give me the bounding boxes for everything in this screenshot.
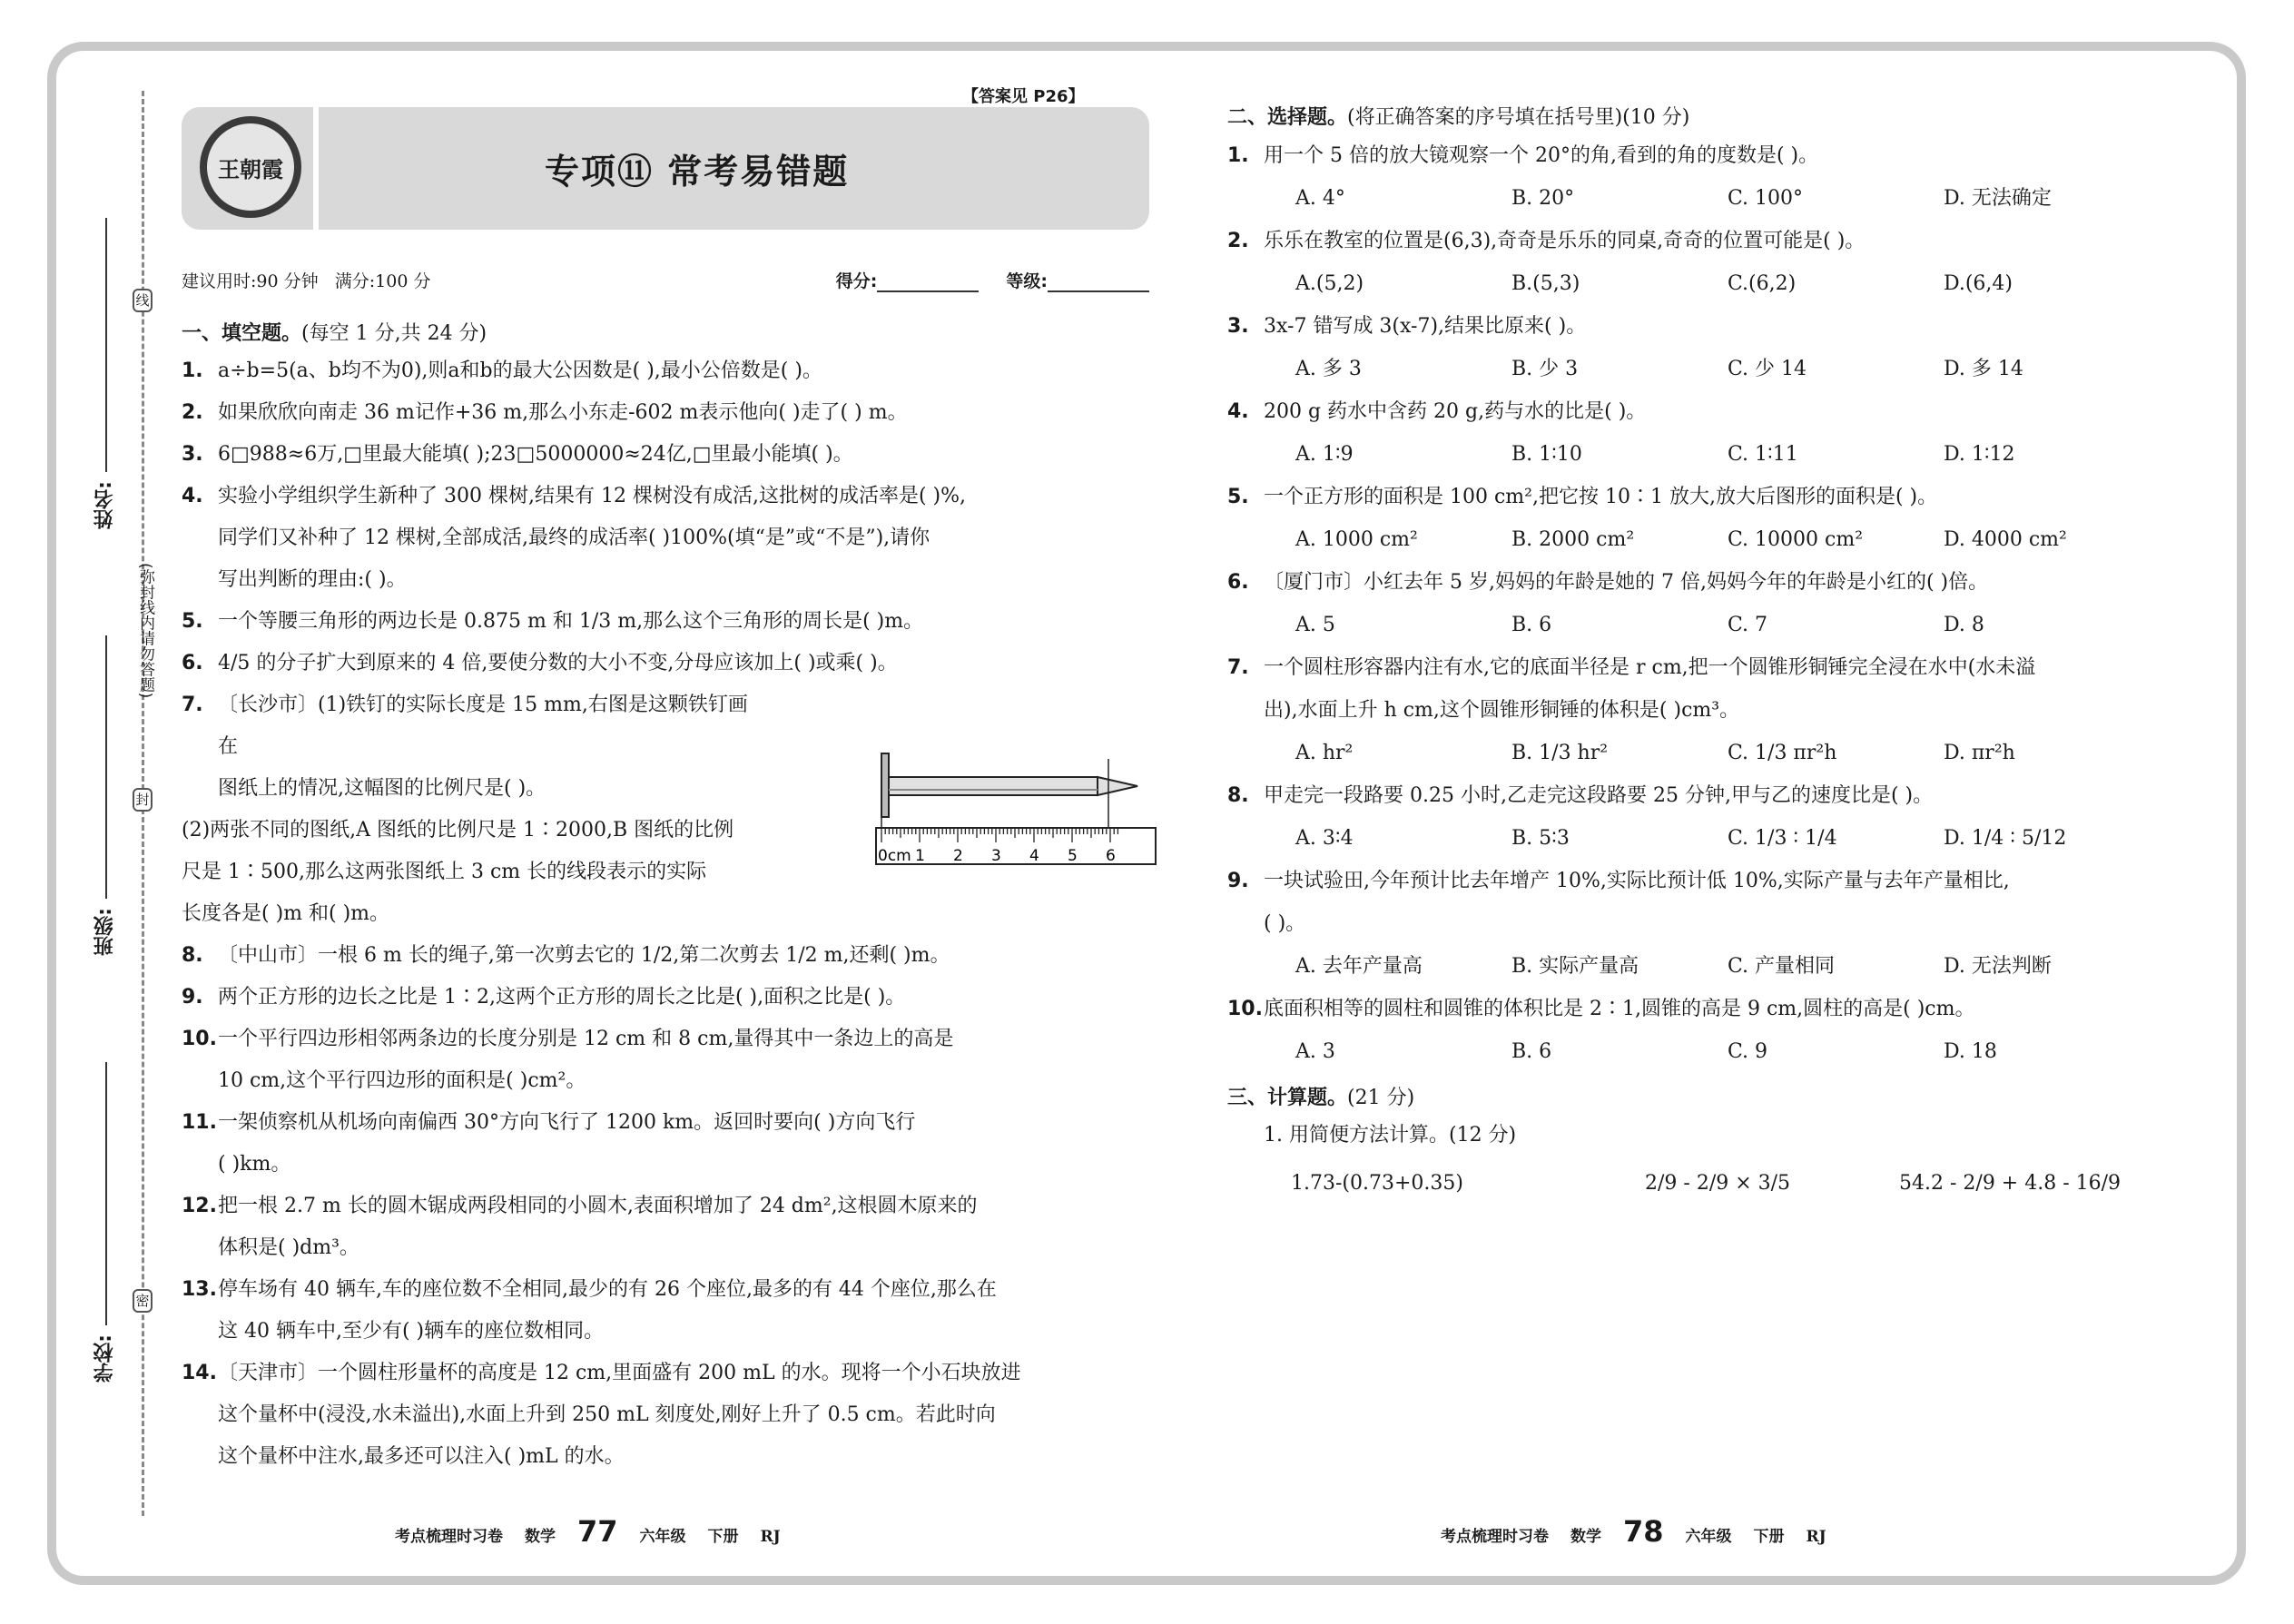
option-b[interactable]: B. 实际产量高 [1511, 955, 1639, 978]
option-c[interactable]: C. 7 [1728, 614, 1768, 636]
left-page [182, 0, 1149, 1624]
option-c[interactable]: C.(6,2) [1728, 272, 1797, 295]
option-b[interactable]: B.(5,3) [1511, 272, 1580, 295]
question-text: 〔长沙市〕(1)铁钉的实际长度是 15 mm,右图是这颗铁钉画在 [218, 694, 748, 758]
option-row [1227, 518, 2171, 561]
question-number: 6. [1227, 571, 1249, 594]
question-text: 底面积相等的圆柱和圆锥的体积比是 2∶1,圆锥的高是 9 cm,圆柱的高是( )cm。 [1264, 998, 1975, 1020]
question-text: 一个等腰三角形的两边长是 0.875 m 和 1/3 m,那么这个三角形的周长是( )m。 [218, 610, 924, 633]
page-number: 78 [1623, 1514, 1664, 1549]
option-b[interactable]: B. 6 [1511, 614, 1552, 636]
question-number: 5. [1227, 486, 1249, 508]
option-row [1227, 1030, 2171, 1073]
class-label: 班级: [94, 908, 116, 956]
footer-book: 考点梳理时习卷 [1441, 1528, 1549, 1546]
option-row [1227, 348, 2171, 390]
question-text: 甲走完一段路要 0.25 小时,乙走完这段路要 25 分钟,甲与乙的速度比是( )。 [1264, 784, 1934, 807]
option-c[interactable]: C. 1/3 πr²h [1728, 742, 1837, 764]
option-row [1227, 177, 2171, 220]
question-item [182, 350, 1149, 392]
option-d[interactable]: D. 无法判断 [1944, 955, 2052, 978]
section-3-note: (21 分) [1347, 1087, 1415, 1109]
section-1-note: (每空 1 分,共 24 分) [301, 322, 487, 345]
question-continuation: 长度各是( )m 和( )m。 [182, 902, 390, 925]
option-a[interactable]: A. hr² [1295, 742, 1354, 764]
name-field[interactable] [105, 218, 107, 472]
seal-mark-mi: 密 [133, 1289, 153, 1313]
seal-mark-seal: 封 [133, 788, 153, 812]
question-continuation: (2)两张不同的图纸,A 图纸的比例尺是 1∶2000,B 图纸的比例 [182, 819, 734, 842]
option-b[interactable]: B. 2000 cm² [1511, 528, 1635, 551]
question-text: 4/5 的分子扩大到原来的 4 倍,要使分数的大小不变,分母应该加上( )或乘( )。 [218, 652, 898, 674]
question-continuation: 这 40 辆车中,至少有( )辆车的座位数相同。 [218, 1320, 605, 1343]
question-item [182, 601, 1149, 643]
page-number: 77 [577, 1514, 618, 1549]
ruler-label: 0cm [878, 847, 911, 865]
choice-question [1227, 561, 2171, 604]
question-list [182, 350, 1149, 1478]
suggested-time: 建议用时:90 分钟 [182, 271, 319, 291]
question-text: 〔厦门市〕小红去年 5 岁,妈妈的年龄是她的 7 倍,妈妈今年的年龄是小红的( )倍。 [1264, 571, 1989, 594]
footer-grade: 六年级 [1685, 1528, 1732, 1546]
question-item [182, 1269, 1149, 1311]
footer-grade: 六年级 [639, 1528, 686, 1546]
option-d[interactable]: D. 1/4 ∶ 5/12 [1944, 827, 2067, 850]
option-d[interactable]: D. πr²h [1944, 742, 2015, 764]
option-b[interactable]: B. 5∶3 [1511, 827, 1570, 850]
option-d[interactable]: D. 无法确定 [1944, 187, 2052, 210]
option-row [1227, 945, 2171, 988]
choice-question [1227, 220, 2171, 262]
ruler-label: 2 [953, 847, 963, 865]
nail-icon [881, 753, 1137, 828]
question-continuation: ( )km。 [218, 1153, 291, 1176]
footer-volume: 下册 [707, 1528, 739, 1546]
grade-field[interactable] [1048, 272, 1149, 292]
question-number: 8. [1227, 784, 1249, 807]
question-text: 两个正方形的边长之比是 1∶2,这两个正方形的周长之比是( ),面积之比是( )。 [218, 986, 906, 1009]
option-b[interactable]: B. 6 [1511, 1040, 1552, 1063]
footer-right [1441, 1514, 1826, 1549]
full-score: 满分:100 分 [334, 271, 431, 291]
question-item [182, 392, 1149, 434]
choice-question [1227, 646, 2171, 689]
question-text: 一个圆柱形容器内注有水,它的底面半径是 r cm,把一个圆锥形铜锤完全浸在水中(水未溢 [1264, 656, 2036, 679]
section-1-title: 一、填空题。 [182, 322, 302, 345]
question-number: 6. [182, 652, 203, 674]
option-a[interactable]: A. 1000 cm² [1295, 528, 1418, 551]
option-a[interactable]: A.(5,2) [1295, 272, 1364, 295]
question-number: 4. [182, 485, 203, 507]
option-b[interactable]: B. 1/3 hr² [1511, 742, 1609, 764]
question-text: 〔天津市〕一个圆柱形量杯的高度是 12 cm,里面盛有 200 mL 的水。现将一个小石块放进 [218, 1362, 1021, 1384]
footer-edition: RJ [760, 1528, 781, 1546]
question-text: 〔中山市〕一根 6 m 长的绳子,第一次剪去它的 1/2,第二次剪去 1/2 m,还剩( )m。 [218, 944, 950, 967]
question-number: 10. [182, 1028, 217, 1050]
choice-question [1227, 476, 2171, 518]
class-field[interactable] [105, 635, 107, 899]
section-3-heading [1227, 1082, 2171, 1115]
footer-edition: RJ [1806, 1528, 1826, 1546]
footer-subject: 数学 [1570, 1528, 1601, 1546]
nail-ruler-figure [874, 750, 1157, 870]
ruler-label: 5 [1068, 847, 1078, 865]
option-row [1227, 604, 2171, 646]
question-item [182, 1186, 1149, 1227]
question-item [182, 643, 1149, 684]
calc-expr: 54.2 - 2/9 + 4.8 - 16/9 [1899, 1172, 2122, 1195]
seal-mark-line: 线 [133, 289, 153, 312]
question-item [182, 1019, 1149, 1060]
option-a[interactable]: A. 去年产量高 [1295, 955, 1423, 978]
question-continuation: ( )。 [1264, 912, 1306, 935]
question-item [182, 434, 1149, 476]
question-number: 3. [1227, 315, 1249, 338]
question-text: 乐乐在教室的位置是(6,3),奇奇是乐乐的同桌,奇奇的位置可能是( )。 [1264, 230, 1866, 252]
section-2-heading [1227, 102, 2171, 134]
question-item [182, 977, 1149, 1019]
ruler [876, 828, 1156, 865]
title-bar [182, 107, 1149, 230]
choice-question [1227, 134, 2171, 177]
option-d[interactable]: D. 多 14 [1944, 358, 2023, 380]
calc-subtitle: 1. 用简便方法计算。(12 分) [1264, 1124, 1517, 1147]
question-item [182, 1102, 1149, 1144]
question-text: 一个正方形的面积是 100 cm²,把它按 10∶1 放大,放大后图形的面积是( )。 [1264, 486, 1938, 508]
question-number: 9. [1227, 870, 1249, 892]
section-3-title: 三、计算题。 [1227, 1087, 1348, 1109]
question-text: 用一个 5 倍的放大镜观察一个 20°的角,看到的角的度数是( )。 [1264, 144, 1819, 167]
question-number: 4. [1227, 400, 1249, 423]
option-c[interactable]: C. 9 [1728, 1040, 1768, 1063]
option-row [1227, 817, 2171, 860]
option-d[interactable]: D.(6,4) [1944, 272, 2013, 295]
question-text: 6□988≈6万,□里最大能填( );23□5000000≈24亿,□里最小能填( )。 [218, 443, 853, 466]
question-number: 2. [1227, 230, 1249, 252]
question-number: 7. [182, 694, 203, 716]
option-a[interactable]: A. 1∶9 [1295, 443, 1354, 466]
section-1-heading [182, 318, 1149, 350]
question-number: 3. [182, 443, 203, 466]
question-continuation: 体积是( )dm³。 [218, 1236, 359, 1259]
question-text: 实验小学组织学生新种了 300 棵树,结果有 12 棵树没有成活,这批树的成活率是( )%, [218, 485, 967, 507]
calc-expressions [1227, 1156, 2171, 1211]
question-number: 8. [182, 944, 203, 967]
ruler-label: 4 [1029, 847, 1039, 865]
option-b[interactable]: B. 20° [1511, 187, 1575, 210]
question-text: 一个平行四边形相邻两条边的长度分别是 12 cm 和 8 cm,量得其中一条边上的高是 [218, 1028, 954, 1050]
question-number: 2. [182, 401, 203, 424]
question-number: 10. [1227, 998, 1263, 1020]
option-a[interactable]: A. 5 [1295, 614, 1335, 636]
question-number: 14. [182, 1362, 217, 1384]
question-number: 5. [182, 610, 203, 633]
section-2-title: 二、选择题。 [1227, 106, 1348, 129]
school-field[interactable] [105, 1062, 107, 1325]
option-row [1227, 262, 2171, 305]
option-d[interactable]: D. 1∶12 [1944, 443, 2015, 466]
question-continuation: 这个量杯中注水,最多还可以注入( )mL 的水。 [218, 1445, 625, 1468]
footer-volume: 下册 [1753, 1528, 1785, 1546]
question-number: 7. [1227, 656, 1249, 679]
option-row [1227, 433, 2171, 476]
question-text: 一块试验田,今年预计比去年增产 10%,实际比预计低 10%,实际产量与去年产量相比, [1264, 870, 2010, 892]
exam-meta [182, 268, 1149, 295]
name-label: 姓名: [94, 481, 116, 529]
logo-text: 王朝霞 [218, 155, 283, 182]
footer-subject: 数学 [525, 1528, 556, 1546]
option-b[interactable]: B. 1∶10 [1511, 443, 1582, 466]
option-c[interactable]: C. 100° [1728, 187, 1804, 210]
binding-margin [82, 0, 163, 1624]
choice-list [1227, 134, 2171, 1073]
question-number: 13. [182, 1278, 217, 1301]
choice-question [1227, 988, 2171, 1030]
question-item [182, 684, 763, 768]
score-field[interactable] [877, 272, 979, 292]
question-continuation: 这个量杯中(浸没,水未溢出),水面上升到 250 mL 刻度处,刚好上升了 0.5 cm。若此时向 [218, 1403, 996, 1426]
question-number: 11. [182, 1111, 217, 1134]
publisher-logo [200, 116, 301, 218]
question-text: 3x-7 错写成 3(x-7),结果比原来( )。 [1264, 315, 1587, 338]
option-c[interactable]: C. 1∶11 [1728, 443, 1798, 466]
score-label: 得分: [835, 271, 878, 291]
option-d[interactable]: D. 4000 cm² [1944, 528, 2067, 551]
school-label: 学校: [94, 1334, 116, 1383]
question-item [182, 935, 1149, 977]
question-text: 200 g 药水中含药 20 g,药与水的比是( )。 [1264, 400, 1647, 423]
option-a[interactable]: A. 4° [1295, 187, 1345, 210]
section-multiple-choice [1227, 102, 2171, 1211]
footer-left [395, 1514, 781, 1549]
ruler-label: 1 [915, 847, 925, 865]
option-c[interactable]: C. 1/3 ∶ 1/4 [1728, 827, 1837, 850]
option-a[interactable]: A. 3 [1295, 1040, 1335, 1063]
question-continuation: 尺是 1∶500,那么这两张图纸上 3 cm 长的线段表示的实际 [182, 861, 707, 883]
calc-expr: 2/9 - 2/9 × 3/5 [1645, 1172, 1791, 1195]
question-text: 一架侦察机从机场向南偏西 30°方向飞行了 1200 km。返回时要向( )方向飞行 [218, 1111, 916, 1134]
question-text: 把一根 2.7 m 长的圆木锯成两段相同的小圆木,表面积增加了 24 dm²,这根圆木原来的 [218, 1195, 978, 1217]
question-number: 12. [182, 1195, 217, 1217]
question-number: 1. [182, 359, 203, 382]
choice-question [1227, 860, 2171, 902]
calc-expr: 1.73-(0.73+0.35) [1291, 1172, 1463, 1195]
choice-question [1227, 774, 2171, 817]
question-item [182, 476, 1149, 517]
option-b[interactable]: B. 少 3 [1511, 358, 1579, 380]
question-continuation: 10 cm,这个平行四边形的面积是( )cm²。 [218, 1069, 586, 1092]
question-text: 如果欣欣向南走 36 m记作+36 m,那么小东走-602 m表示他向( )走了( ) m。 [218, 401, 908, 424]
question-continuation: 图纸上的情况,这幅图的比例尺是( )。 [218, 777, 546, 800]
option-c[interactable]: C. 少 14 [1728, 358, 1807, 380]
question-continuation: 出),水面上升 h cm,这个圆锥形铜锤的体积是( )cm³。 [1264, 699, 1740, 722]
question-text: a÷b=5(a、b均不为0),则a和b的最大公因数是( ),最小公倍数是( )。 [218, 359, 822, 382]
option-c[interactable]: C. 产量相同 [1728, 955, 1836, 978]
seal-note: (弥封线内请勿答题) [136, 563, 154, 699]
section-2-note: (将正确答案的序号填在括号里)(10 分) [1347, 106, 1690, 129]
question-text: 停车场有 40 辆车,车的座位数不全相同,最少的有 26 个座位,最多的有 44 个座位,那么在 [218, 1278, 997, 1301]
option-c[interactable]: C. 10000 cm² [1728, 528, 1864, 551]
option-row [1227, 732, 2171, 774]
choice-question [1227, 305, 2171, 348]
section-fill-blank [182, 318, 1149, 1478]
ruler-label: 6 [1106, 847, 1116, 865]
grade-label: 等级: [1006, 271, 1048, 291]
footer-book: 考点梳理时习卷 [395, 1528, 503, 1546]
title-bar-divider [313, 107, 319, 230]
answer-reference: 【答案见 P26】 [962, 87, 1085, 106]
option-d[interactable]: D. 8 [1944, 614, 1984, 636]
question-continuation: 写出判断的理由:( )。 [218, 568, 407, 591]
page-title: 专项⑪ 常考易错题 [545, 152, 850, 192]
option-a[interactable]: A. 3∶4 [1295, 827, 1354, 850]
ruler-label: 3 [991, 847, 1001, 865]
question-number: 1. [1227, 144, 1249, 167]
right-page [1227, 0, 2171, 1624]
question-item [182, 1353, 1149, 1394]
option-d[interactable]: D. 18 [1944, 1040, 1997, 1063]
question-continuation: 同学们又补种了 12 棵树,全部成活,最终的成活率( )100%(填“是”或“不是”),请你 [218, 527, 930, 549]
option-a[interactable]: A. 多 3 [1295, 358, 1362, 380]
question-number: 9. [182, 986, 203, 1009]
choice-question [1227, 390, 2171, 433]
